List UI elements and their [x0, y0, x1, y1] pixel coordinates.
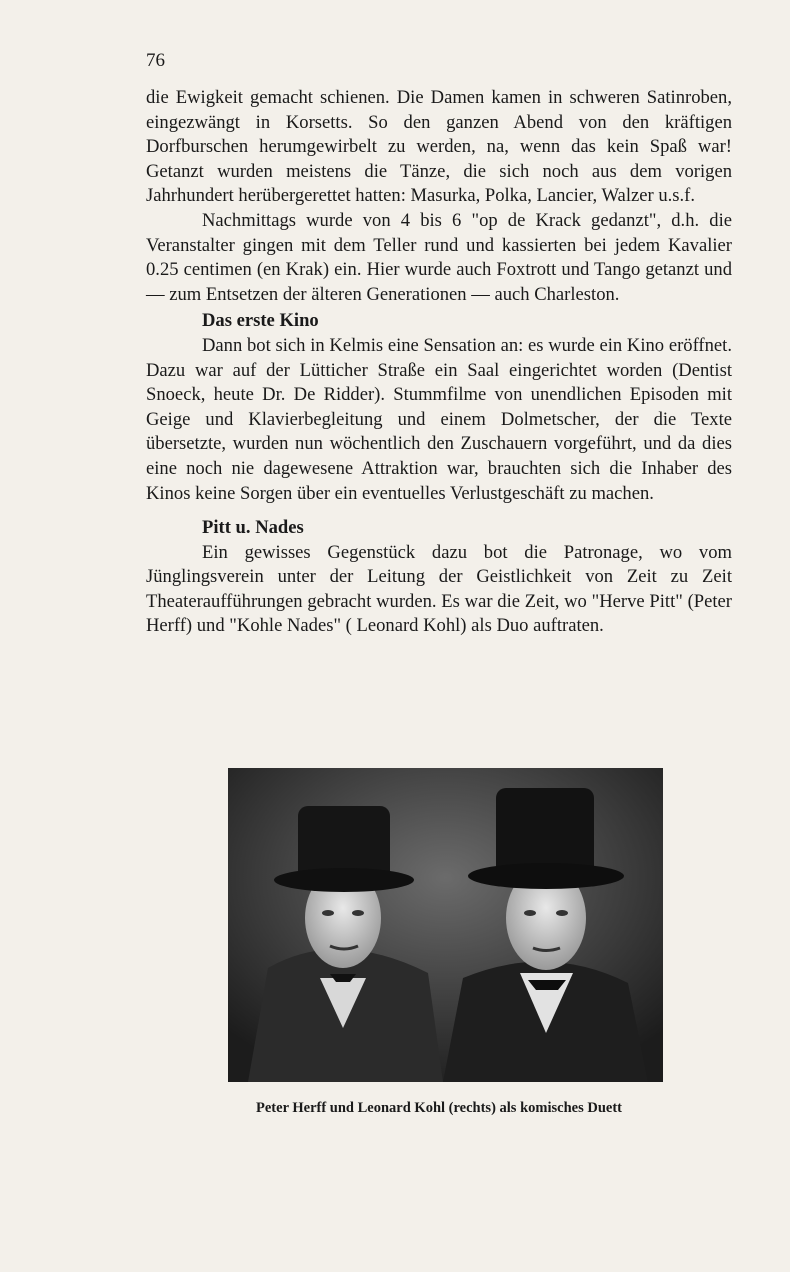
heading-pitt-nades: Pitt u. Nades [202, 517, 304, 539]
heading-kino: Das erste Kino [202, 310, 319, 332]
paragraph-afternoon-dance: Nachmittags wurde von 4 bis 6 "op de Krack gedanzt", d.h. die Veranstalter gingen mit dem Teller rund und kassierten bei jedem Kavalier 0.25 centimen (en Krak) ein. Hier wurde auch Foxtrott und Tango getanzt und — zum Entsetzen der älteren Generationen — auch Charleston. [146, 209, 732, 305]
photo-caption: Peter Herff und Leonard Kohl (rechts) als komisches Duett [256, 1100, 622, 1116]
paragraph-dance-intro: die Ewigkeit gemacht schienen. Die Damen kamen in schweren Satinroben, eingezwängt in Korsetts. So den ganzen Abend von den kräftigen Dorfburschen herumgewirbelt zu werden, na, wenn das kein Spaß war! Getanzt wurden meistens die Tänze, die sich noch aus dem vorigen Jahrhundert herübergerettet hatten: Masurka, Polka, Lancier, Walzer u.s.f. [146, 87, 732, 207]
duo-photograph [228, 768, 663, 1082]
paragraph-kino: Dann bot sich in Kelmis eine Sensation an: es wurde ein Kino eröffnet. Dazu war auf der Lütticher Straße ein Saal eingerichtet worden (Dentist Snoeck, heute Dr. De Ridder). Stummfilme von unendlichen Episoden mit Geige und Klavierbegleitung und einem Dolmetscher, der die Texte übersetzte, wurden nun wöchentlich den Zuschauern vorgeführt, und da dies eine noch nie dagewesene Attraktion war, brauchten sich die Inhaber des Kinos keine Sorgen über ein eventuelles Verlustgeschäft zu machen. [146, 334, 732, 504]
paragraph-pitt-nades: Ein gewisses Gegenstück dazu bot die Patronage, wo vom Jünglingsverein unter der Leitung der Geistlichkeit von Zeit zu Zeit Theateraufführungen gebracht wurden. Es war die Zeit, wo "Herve Pitt" (Peter Herff) und "Kohle Nades" ( Leonard Kohl) als Duo auftraten. [146, 541, 732, 637]
page-number: 76 [146, 50, 165, 71]
body-text [146, 86, 732, 639]
